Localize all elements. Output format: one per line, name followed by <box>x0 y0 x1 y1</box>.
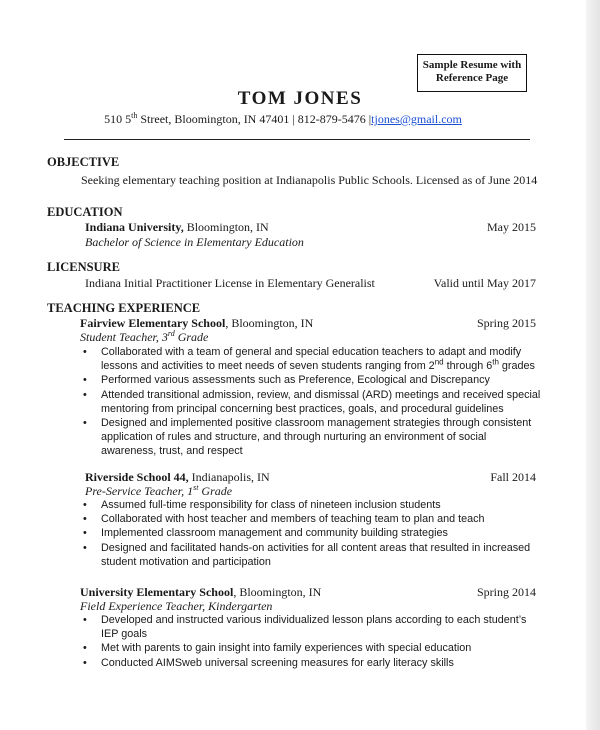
bullet-text: Collaborated with a team of general and special education teachers to adapt and modify lessons and activities to meet needs of seven students ranging from 2 <box>101 346 522 373</box>
list-item: • Developed and instructed various individualized lesson plans according to each student’s IEP goals <box>101 613 541 641</box>
job-1-role-grade: Grade <box>174 330 209 344</box>
education-date: May 2015 <box>487 220 536 234</box>
list-item: • Assumed full-time responsibility for class of nineteen inclusion students <box>101 498 541 512</box>
job-2-bullets <box>101 498 541 569</box>
address-suffix: th <box>131 111 138 120</box>
objective-heading: OBJECTIVE <box>47 155 120 169</box>
header-divider <box>64 139 530 140</box>
licensure-date: Valid until May 2017 <box>433 276 536 290</box>
job-2-role-grade: Grade <box>198 484 233 498</box>
list-item: • Implemented classroom management and community building strategies <box>101 526 541 540</box>
job-2-school-line <box>85 470 270 485</box>
job-2-role-text: Pre-Service Teacher, 1 <box>85 484 194 498</box>
list-item: • Attended transitional admission, review, and dismissal (ARD) meetings and received special mentoring from principal concerning best practices, goals, and procedural guidelines <box>101 388 541 416</box>
licensure-heading: LICENSURE <box>47 260 120 274</box>
resume-name: TOM JONES <box>237 88 363 109</box>
job-2-role <box>85 484 232 499</box>
education-degree: Bachelor of Science in Elementary Education <box>85 235 304 249</box>
list-item: • Collaborated with host teacher and members of teaching team to plan and teach <box>101 512 541 526</box>
list-item: • Designed and facilitated hands-on activities for all content areas that resulted in increased student motivation and participation <box>101 541 541 569</box>
job-3-role: Field Experience Teacher, Kindergarten <box>80 599 273 613</box>
bullet-sup: th <box>492 357 499 367</box>
job-1-role-text: Student Teacher, 3 <box>80 330 168 344</box>
job-1-location: , Bloomington, IN <box>225 316 314 330</box>
job-2-role-suffix: st <box>193 483 199 492</box>
reference-box-line2: Reference Page <box>435 72 509 84</box>
list-item <box>101 345 541 373</box>
address-rest: Street, Bloomington, IN 47401 | 812-879-5476 | <box>137 112 372 126</box>
job-2-location: Indianapolis, IN <box>188 470 270 484</box>
bullet-sup: nd <box>434 357 444 367</box>
bullet-text: grades <box>498 360 535 373</box>
job-1-school-line <box>80 316 313 331</box>
job-1-role-suffix: rd <box>167 329 175 338</box>
job-1-date: Spring 2015 <box>476 316 536 330</box>
reference-box-line1: Sample Resume with <box>422 59 522 71</box>
email-link[interactable]: tjones@gmail.com <box>371 112 462 126</box>
job-2-date: Fall 2014 <box>490 470 536 484</box>
education-location: Bloomington, IN <box>183 220 269 234</box>
job-3-location: , Bloomington, IN <box>233 585 322 599</box>
job-1-bullets <box>101 345 541 459</box>
job-3-date: Spring 2014 <box>476 585 536 599</box>
list-item: • Performed various assessments such as Preference, Ecological and Discrepancy <box>101 373 541 387</box>
job-3-bullets <box>101 613 541 670</box>
list-item: • Conducted AIMSweb universal screening measures for early literacy skills <box>101 656 541 670</box>
objective-text: Seeking elementary teaching position at Indianapolis Public Schools. Licensed as of June 2014 <box>81 173 538 187</box>
licensure-text: Indiana Initial Practitioner License in Elementary Generalist <box>85 276 375 290</box>
job-3-school: University Elementary School <box>80 585 234 599</box>
address-number: 510 5 <box>104 112 132 126</box>
contact-line <box>0 112 566 127</box>
list-item: • Designed and implemented positive classroom management strategies through consistent application of rules and structure, and through nurturing an environment of social awareness, trust, and respect <box>101 416 541 459</box>
education-school: Indiana University, <box>85 220 184 234</box>
job-3-school-line <box>80 585 321 600</box>
job-1-role <box>80 330 208 345</box>
job-1-school: Fairview Elementary School <box>80 316 226 330</box>
list-item: • Met with parents to gain insight into family experiences with special education <box>101 641 541 655</box>
reference-page-box <box>417 54 527 92</box>
experience-heading: TEACHING EXPERIENCE <box>47 301 201 315</box>
education-heading: EDUCATION <box>47 205 123 219</box>
job-2-school: Riverside School 44, <box>85 470 189 484</box>
bullet-text: through 6 <box>443 360 493 373</box>
education-school-line <box>85 220 269 235</box>
